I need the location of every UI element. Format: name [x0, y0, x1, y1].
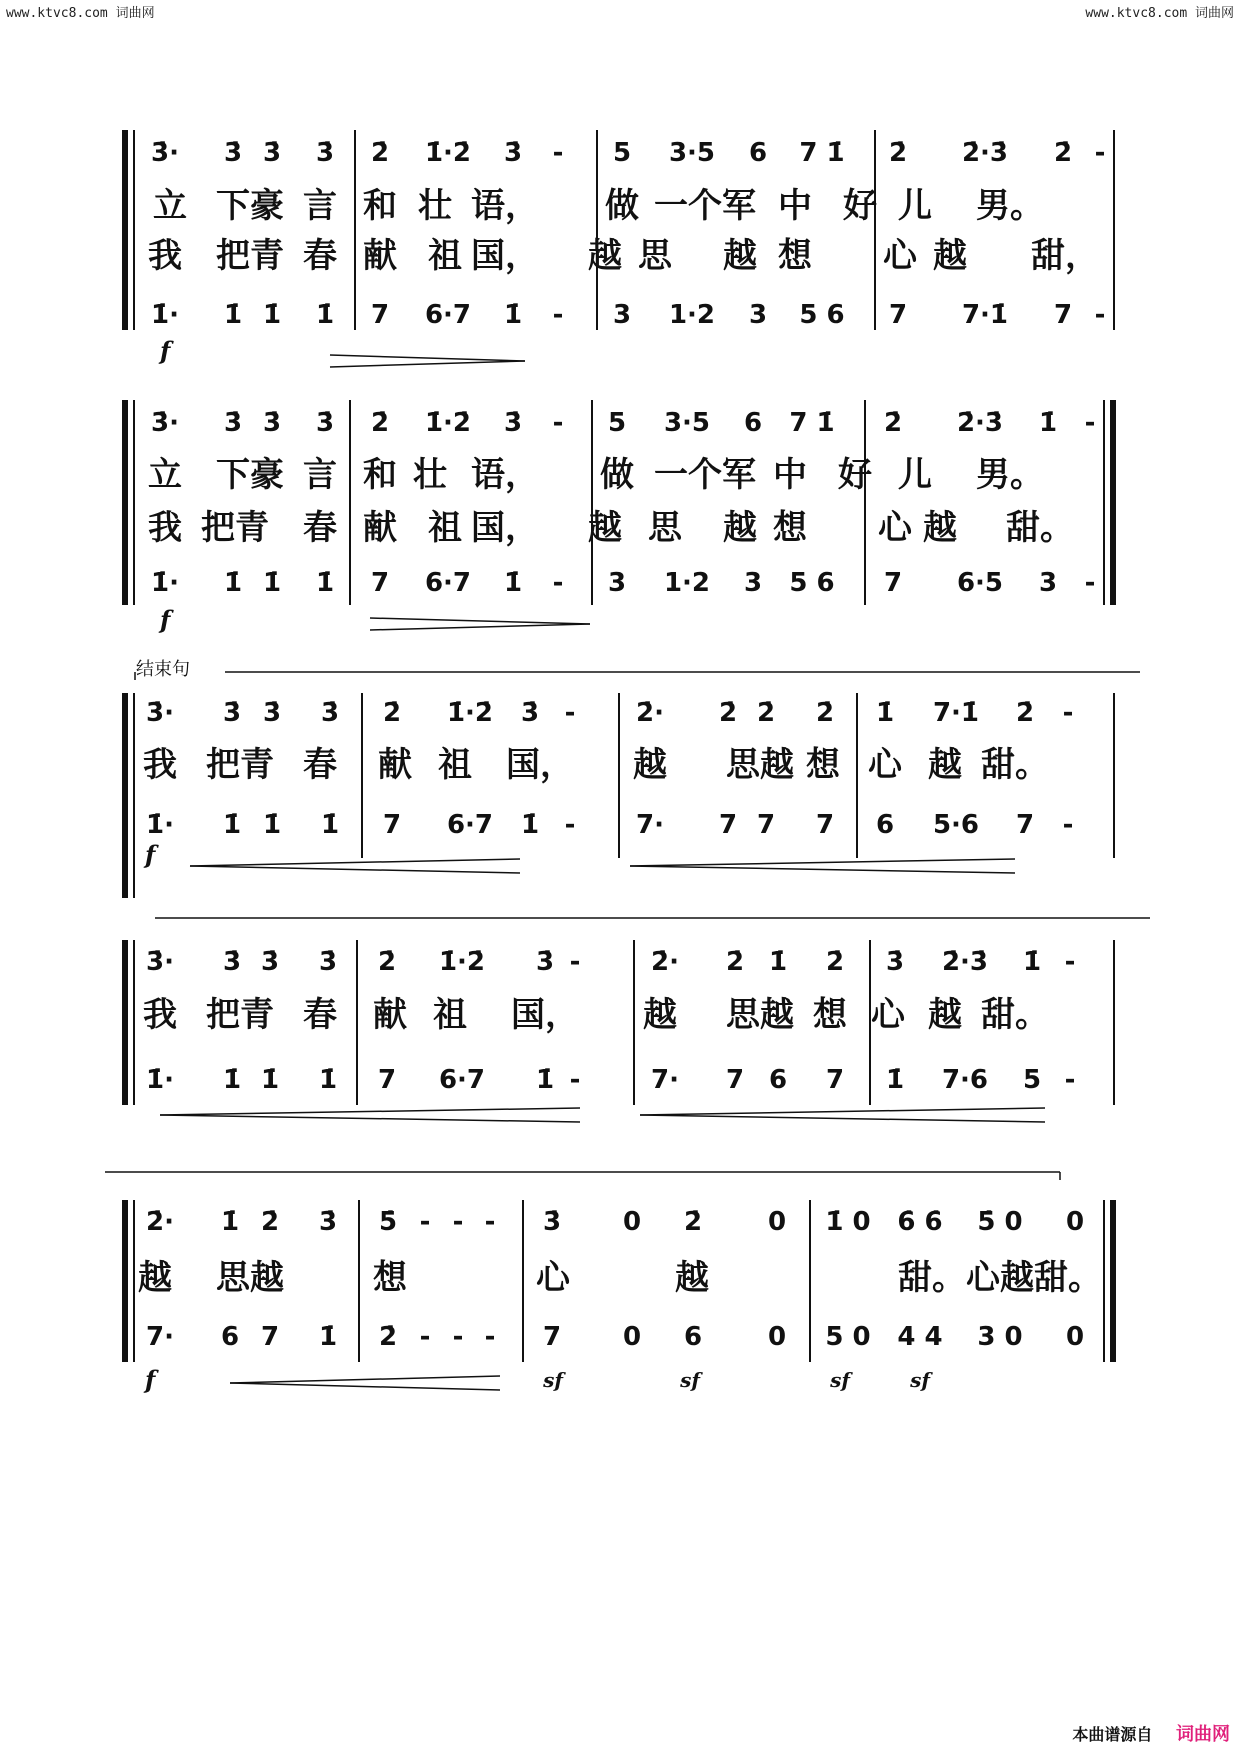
lyric-verse2: 思: [648, 508, 682, 548]
lyric-verse1: 国，: [506, 745, 574, 785]
lyric-verse1: 中: [773, 455, 807, 495]
alto-note: -: [1062, 810, 1074, 840]
alto-note: 1̇·: [151, 568, 179, 598]
alto-note: 6·7: [446, 810, 494, 840]
sforzando-marking: sf: [830, 1368, 850, 1392]
lyric-verse2: 想: [778, 236, 812, 276]
soprano-note: 2̇: [683, 1207, 703, 1237]
alto-note: 1̇: [223, 568, 243, 598]
soprano-note: 7 1̇: [789, 408, 835, 438]
alto-note: 1̇: [318, 1322, 338, 1352]
alto-note: 0: [1065, 1322, 1085, 1352]
soprano-note: 1̇: [768, 947, 788, 977]
soprano-note: 1̇: [875, 698, 895, 728]
lyric-verse1: 思越: [726, 745, 794, 785]
soprano-note: 3̇: [318, 1207, 338, 1237]
alto-note: 7: [382, 810, 402, 840]
alto-note: 5 6: [789, 568, 835, 598]
soprano-note: 5̇ 0: [977, 1207, 1023, 1237]
lyric-verse2: 越: [723, 508, 757, 548]
soprano-note: 3̇·: [146, 698, 174, 728]
lyric-verse1: 越: [138, 1258, 172, 1298]
alto-note: -: [552, 300, 564, 330]
alto-note: 1·2: [663, 568, 711, 598]
lyric-verse1: 做: [600, 455, 634, 495]
lyric-verse2: 越: [923, 508, 957, 548]
soprano-note: 0: [622, 1207, 642, 1237]
lyric-verse1: 心: [536, 1258, 570, 1298]
alto-note: 3 0: [977, 1322, 1023, 1352]
soprano-note: -: [569, 947, 581, 977]
lyric-verse2: 我: [148, 236, 182, 276]
soprano-note: 2̇·3̇: [956, 408, 1004, 438]
alto-note: 7: [377, 1065, 397, 1095]
alto-note: 7: [888, 300, 908, 330]
footer: [1072, 1720, 1230, 1746]
alto-note: 7: [260, 1322, 280, 1352]
soprano-note: 5: [607, 408, 627, 438]
soprano-note: 3̇: [535, 947, 555, 977]
lyric-verse2: 春: [303, 508, 337, 548]
lyric-verse1: 献: [373, 995, 407, 1035]
alto-note: 0: [622, 1322, 642, 1352]
alto-note: 1̇: [262, 568, 282, 598]
alto-note: 5·6: [932, 810, 980, 840]
lyric-verse1: 甜。: [981, 745, 1049, 785]
alto-note: 7: [370, 300, 390, 330]
lyric-verse1: 思越: [726, 995, 794, 1035]
alto-note: 1̇: [222, 1065, 242, 1095]
soprano-note: 2̇: [370, 408, 390, 438]
soprano-note: -: [564, 698, 576, 728]
soprano-note: 3̇: [315, 138, 335, 168]
lyric-verse2: 国，: [471, 508, 539, 548]
alto-note: 7·: [651, 1065, 679, 1095]
alto-note: 1̇: [318, 1065, 338, 1095]
soprano-note: -: [1094, 138, 1106, 168]
dynamic-marking: f: [160, 336, 171, 365]
soprano-note: 2̇: [888, 138, 908, 168]
alto-note: 6·5: [956, 568, 1004, 598]
lyric-verse1: 心: [871, 995, 905, 1035]
alto-note: -: [419, 1322, 431, 1352]
soprano-note: 3̇: [222, 947, 242, 977]
lyric-verse1: 言: [303, 455, 337, 495]
alto-note: -: [564, 810, 576, 840]
lyric-verse1: 壮: [418, 186, 452, 226]
lyric-verse2: 祖: [428, 236, 462, 276]
alto-note: 7: [825, 1065, 845, 1095]
soprano-note: 1̇: [1022, 947, 1042, 977]
alto-note: 5 0: [825, 1322, 871, 1352]
soprano-note: 3̇: [885, 947, 905, 977]
lyric-verse1: 想: [813, 995, 847, 1035]
alto-note: 1̇: [262, 300, 282, 330]
lyric-verse1: 壮: [413, 455, 447, 495]
lyric-verse1: 春: [303, 745, 337, 785]
lyric-verse1: 男。: [976, 186, 1044, 226]
soprano-note: 3̇: [320, 698, 340, 728]
alto-note: 6: [683, 1322, 703, 1352]
alto-note: 7: [756, 810, 776, 840]
alto-note: 7: [883, 568, 903, 598]
lyric-verse1: 我: [143, 995, 177, 1035]
lyric-verse1: 祖: [433, 995, 467, 1035]
alto-note: 7: [370, 568, 390, 598]
alto-note: 3: [1038, 568, 1058, 598]
section-label: 结束句: [136, 659, 190, 680]
soprano-note: 2̇: [382, 698, 402, 728]
lyric-verse2: 献: [363, 508, 397, 548]
alto-note: -: [569, 1065, 581, 1095]
soprano-note: 1̇ 0: [825, 1207, 871, 1237]
soprano-note: -: [1062, 698, 1074, 728]
soprano-note: -: [1064, 947, 1076, 977]
alto-note: 1̇: [320, 810, 340, 840]
alto-note: 7: [1015, 810, 1035, 840]
soprano-note: 3̇: [223, 138, 243, 168]
lyric-verse1: 语，: [471, 186, 539, 226]
soprano-note: -: [1084, 408, 1096, 438]
site-header-right: www.ktvc8.com 词曲网: [1085, 6, 1234, 21]
lyric-verse2: 祖: [428, 508, 462, 548]
lyric-verse1: 心: [868, 745, 902, 785]
alto-note: -: [1064, 1065, 1076, 1095]
alto-note: 6: [875, 810, 895, 840]
alto-note: 6: [220, 1322, 240, 1352]
alto-note: 6·7: [438, 1065, 486, 1095]
lyric-verse1: 儿: [898, 455, 932, 495]
lyric-verse1: 想: [806, 745, 840, 785]
alto-note: 7: [725, 1065, 745, 1095]
lyric-verse1: 越: [633, 745, 667, 785]
alto-note: 7: [1053, 300, 1073, 330]
lyric-verse1: 国，: [511, 995, 579, 1035]
alto-note: 1̇: [315, 300, 335, 330]
soprano-note: 2̇: [718, 698, 738, 728]
soprano-note: 3̇·: [146, 947, 174, 977]
alto-note: -: [1084, 568, 1096, 598]
lyric-verse1: 立: [148, 455, 182, 495]
lyric-verse1: 下豪: [216, 186, 284, 226]
lyric-verse1: 儿: [898, 186, 932, 226]
soprano-note: 3̇·: [151, 138, 179, 168]
lyric-verse1: 下豪: [216, 455, 284, 495]
lyric-verse1: 好: [838, 455, 872, 495]
lyric-verse1: 思越: [216, 1258, 284, 1298]
soprano-note: 1̇·2̇: [424, 138, 472, 168]
soprano-note: 3̇: [260, 947, 280, 977]
footer-source: 本曲谱源自: [1072, 1725, 1153, 1744]
alto-note: 1̇: [260, 1065, 280, 1095]
lyric-verse2: 甜。: [1006, 508, 1074, 548]
site-header-left: www.ktvc8.com 词曲网: [6, 6, 155, 21]
soprano-note: -: [484, 1207, 496, 1237]
alto-note: -: [452, 1322, 464, 1352]
soprano-note: 3̇: [318, 947, 338, 977]
lyric-verse1: 越: [643, 995, 677, 1035]
lyric-verse1: 把青: [206, 995, 274, 1035]
lyric-verse2: 越: [588, 508, 622, 548]
soprano-note: 3̇: [262, 408, 282, 438]
lyric-verse1: 祖: [438, 745, 472, 785]
soprano-note: 2̇: [1053, 138, 1073, 168]
lyric-verse1: 甜。: [981, 995, 1049, 1035]
soprano-note: 0: [1065, 1207, 1085, 1237]
lyric-verse1: 中: [778, 186, 812, 226]
alto-note: 0: [767, 1322, 787, 1352]
alto-note: 7·1̇: [961, 300, 1009, 330]
sforzando-marking: sf: [680, 1368, 700, 1392]
soprano-note: 3̇: [315, 408, 335, 438]
soprano-note: 2̇: [825, 947, 845, 977]
lyric-verse2: 越: [723, 236, 757, 276]
alto-note: 1̇: [223, 300, 243, 330]
lyric-verse2: 把青: [216, 236, 284, 276]
alto-note: 3: [743, 568, 763, 598]
soprano-note: 2̇·: [636, 698, 664, 728]
soprano-note: 3̇: [222, 698, 242, 728]
alto-note: 3: [748, 300, 768, 330]
sforzando-marking: sf: [910, 1368, 930, 1392]
soprano-note: 2̇·3̇: [941, 947, 989, 977]
alto-note: 5 6: [799, 300, 845, 330]
soprano-note: 6: [748, 138, 768, 168]
soprano-note: 2̇: [725, 947, 745, 977]
soprano-note: 0: [767, 1207, 787, 1237]
lyric-verse1: 一个军: [654, 455, 756, 495]
soprano-note: 3̇: [223, 408, 243, 438]
alto-note: 1̇: [535, 1065, 555, 1095]
alto-note: 3: [612, 300, 632, 330]
lyric-verse1: 男。: [976, 455, 1044, 495]
dynamic-marking: f: [160, 605, 171, 634]
lyric-verse1: 把青: [206, 745, 274, 785]
lyric-verse1: 想: [373, 1258, 407, 1298]
alto-note: -: [552, 568, 564, 598]
alto-note: 6: [768, 1065, 788, 1095]
alto-note: 1̇·: [146, 810, 174, 840]
soprano-note: 2̇: [883, 408, 903, 438]
lyric-verse1: 甜。心越甜。: [898, 1258, 1102, 1298]
lyric-verse2: 把青: [201, 508, 269, 548]
alto-note: 3: [607, 568, 627, 598]
soprano-note: 7·1̇: [932, 698, 980, 728]
soprano-note: 3̇: [262, 698, 282, 728]
alto-note: 6·7: [424, 300, 472, 330]
lyric-verse1: 一个军: [654, 186, 756, 226]
alto-note: 1·2: [668, 300, 716, 330]
soprano-note: 5̇: [378, 1207, 398, 1237]
alto-note: 1̇·: [146, 1065, 174, 1095]
alto-note: 7·6: [941, 1065, 989, 1095]
alto-note: 1̇: [520, 810, 540, 840]
lyric-verse2: 心: [878, 508, 912, 548]
soprano-note: 3̇·: [151, 408, 179, 438]
alto-note: 7: [718, 810, 738, 840]
footer-brand: 词曲网: [1176, 1724, 1230, 1745]
lyric-verse1: 我: [143, 745, 177, 785]
soprano-note: 3̇: [542, 1207, 562, 1237]
soprano-note: 6̇ 6̇: [897, 1207, 943, 1237]
soprano-note: 1̇·2̇: [438, 947, 486, 977]
alto-note: 7·: [636, 810, 664, 840]
soprano-note: 3̇: [503, 138, 523, 168]
alto-note: -: [484, 1322, 496, 1352]
lyric-verse2: 春: [303, 236, 337, 276]
soprano-note: 3̇: [262, 138, 282, 168]
lyric-verse2: 越: [588, 236, 622, 276]
soprano-note: -: [552, 138, 564, 168]
lyric-verse1: 言: [303, 186, 337, 226]
soprano-note: 2̇·: [651, 947, 679, 977]
dynamic-marking: f: [145, 1365, 156, 1394]
lyric-verse1: 立: [153, 186, 187, 226]
lyric-verse1: 语，: [471, 455, 539, 495]
sforzando-marking: sf: [543, 1368, 563, 1392]
lyric-verse2: 心: [883, 236, 917, 276]
alto-note: 7: [815, 810, 835, 840]
lyric-verse1: 做: [605, 186, 639, 226]
alto-note: 2̇: [378, 1322, 398, 1352]
lyric-verse1: 越: [928, 995, 962, 1035]
lyric-verse2: 献: [363, 236, 397, 276]
soprano-note: 1̇·2̇: [446, 698, 494, 728]
soprano-note: -: [419, 1207, 431, 1237]
alto-note: 7: [542, 1322, 562, 1352]
soprano-note: 2̇·3̇: [961, 138, 1009, 168]
lyric-verse2: 思: [638, 236, 672, 276]
lyric-verse1: 越: [928, 745, 962, 785]
alto-note: 7·: [146, 1322, 174, 1352]
alto-note: 1̇: [315, 568, 335, 598]
soprano-note: 6: [743, 408, 763, 438]
soprano-note: 1̇: [220, 1207, 240, 1237]
soprano-note: 2̇: [370, 138, 390, 168]
soprano-note: 3̇: [503, 408, 523, 438]
lyric-verse1: 和: [363, 186, 397, 226]
lyric-verse1: 越: [675, 1258, 709, 1298]
alto-note: 4 4: [897, 1322, 943, 1352]
dynamic-marking: f: [145, 840, 156, 869]
alto-note: -: [1094, 300, 1106, 330]
soprano-note: -: [552, 408, 564, 438]
soprano-note: 3̇: [520, 698, 540, 728]
alto-note: 1̇: [503, 568, 523, 598]
lyric-verse2: 我: [148, 508, 182, 548]
alto-note: 1̇: [222, 810, 242, 840]
alto-note: 1̇: [262, 810, 282, 840]
soprano-note: 1̇: [1038, 408, 1058, 438]
soprano-note: -: [452, 1207, 464, 1237]
lyric-verse2: 想: [773, 508, 807, 548]
soprano-note: 1̇·2̇: [424, 408, 472, 438]
soprano-note: 2̇: [1015, 698, 1035, 728]
soprano-note: 7 1̇: [799, 138, 845, 168]
lyric-verse2: 越: [933, 236, 967, 276]
soprano-note: 2̇: [260, 1207, 280, 1237]
alto-note: 1̇: [503, 300, 523, 330]
alto-note: 1̇: [885, 1065, 905, 1095]
soprano-note: 2̇·: [146, 1207, 174, 1237]
alto-note: 5: [1022, 1065, 1042, 1095]
lyric-verse1: 献: [378, 745, 412, 785]
soprano-note: 3·5: [663, 408, 711, 438]
soprano-note: 2̇: [756, 698, 776, 728]
soprano-note: 2̇: [815, 698, 835, 728]
soprano-note: 3·5: [668, 138, 716, 168]
lyric-verse2: 甜，: [1031, 236, 1099, 276]
lyric-verse2: 国，: [471, 236, 539, 276]
alto-note: 6·7: [424, 568, 472, 598]
lyric-verse1: 好: [843, 186, 877, 226]
soprano-note: 2̇: [377, 947, 397, 977]
lyric-verse1: 春: [303, 995, 337, 1035]
alto-note: 1̇·: [151, 300, 179, 330]
soprano-note: 5: [612, 138, 632, 168]
lyric-verse1: 和: [363, 455, 397, 495]
